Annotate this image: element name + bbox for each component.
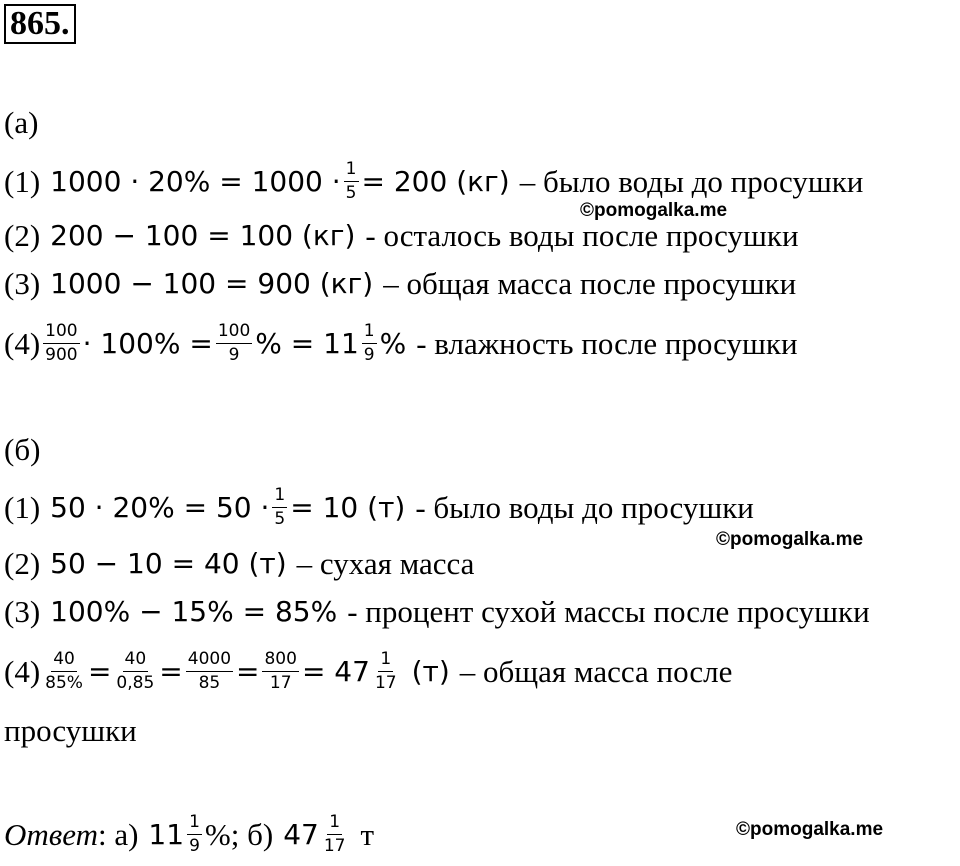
answer-b-whole: 47 bbox=[283, 817, 319, 851]
watermark-3: ©pomogalka.me bbox=[736, 819, 884, 840]
line-number: (1) bbox=[4, 489, 41, 525]
part-b-line-4 bbox=[4, 650, 732, 693]
explanation-text: – общая масса после bbox=[459, 653, 733, 689]
answer-separator: %; б) bbox=[204, 816, 274, 852]
fraction-denominator: 85 bbox=[198, 673, 221, 693]
part-a-label-text: (а) bbox=[4, 105, 39, 140]
math-expression: = 200 (кг) bbox=[361, 164, 510, 198]
math-expression: 200 − 100 = 100 (кг) bbox=[50, 219, 356, 252]
fraction-denominator: 5 bbox=[274, 509, 286, 529]
fraction-numerator: 100 bbox=[216, 322, 252, 344]
equals-sign: = bbox=[87, 654, 112, 688]
part-a-label bbox=[4, 104, 38, 142]
part-b-label-text: (б) bbox=[4, 432, 41, 467]
math-expression: 50 − 10 = 40 (т) bbox=[50, 547, 287, 580]
math-expression: = 47 bbox=[301, 654, 370, 688]
part-b-line-2 bbox=[4, 545, 474, 583]
part-b-label bbox=[4, 431, 40, 469]
fraction-numerator: 4000 bbox=[186, 650, 233, 672]
fraction-numerator: 40 bbox=[51, 650, 77, 672]
answer-line bbox=[4, 813, 374, 856]
line-number: (3) bbox=[4, 266, 41, 301]
unit: (т) bbox=[411, 654, 450, 688]
fraction bbox=[322, 813, 348, 856]
answer-label: Ответ bbox=[4, 816, 98, 852]
explanation-text: – общая масса после просушки bbox=[383, 266, 797, 301]
fraction-denominator: 5 bbox=[345, 183, 357, 203]
fraction-denominator: 17 bbox=[269, 673, 292, 693]
fraction-denominator: 900 bbox=[45, 345, 78, 365]
watermark-2: ©pomogalka.me bbox=[716, 529, 864, 550]
part-a-line-1 bbox=[4, 160, 863, 203]
math-expression: = 10 (т) bbox=[290, 490, 406, 524]
fraction-numerator: 1 bbox=[362, 322, 377, 344]
part-b-line-3 bbox=[4, 593, 870, 631]
fraction bbox=[216, 322, 252, 365]
explanation-text: – сухая масса bbox=[296, 546, 475, 581]
part-a-line-4 bbox=[4, 322, 798, 365]
math-expression: 1000 − 100 = 900 (кг) bbox=[50, 267, 374, 300]
explanation-text: - было воды до просушки bbox=[415, 489, 754, 525]
fraction bbox=[362, 322, 377, 365]
fraction bbox=[187, 813, 202, 856]
fraction bbox=[373, 650, 399, 693]
line-number: (1) bbox=[4, 163, 41, 199]
math-expression: 100% − 15% = 85% bbox=[50, 595, 338, 628]
fraction bbox=[114, 650, 156, 693]
fraction-denominator: 9 bbox=[228, 345, 240, 365]
fraction-numerator: 40 bbox=[123, 650, 149, 672]
fraction-numerator: 1 bbox=[272, 486, 287, 508]
fraction-denominator: 17 bbox=[374, 673, 397, 693]
answer-unit: т bbox=[360, 816, 375, 852]
math-expression: % = 11 bbox=[255, 326, 359, 360]
equals-sign: = bbox=[236, 654, 260, 688]
part-a-line-2 bbox=[4, 217, 799, 255]
line-number: (3) bbox=[4, 594, 41, 629]
fraction-denominator: 0,85 bbox=[116, 673, 155, 693]
part-b-line-1 bbox=[4, 486, 754, 529]
explanation-text: просушки bbox=[4, 713, 137, 748]
explanation-text: – было воды до просушки bbox=[519, 163, 864, 199]
problem-number: 865. bbox=[4, 4, 76, 44]
explanation-text: - процент сухой массы после просушки bbox=[347, 594, 870, 629]
fraction bbox=[262, 650, 298, 693]
line-number: (4) bbox=[4, 653, 41, 689]
answer-part-a-label: : а) bbox=[97, 816, 139, 852]
watermark-1: ©pomogalka.me bbox=[580, 200, 728, 221]
fraction bbox=[272, 486, 287, 529]
math-expression: 1000 · 20% = 1000 · bbox=[50, 164, 341, 198]
part-b-line-4-continued bbox=[4, 712, 137, 750]
part-a-line-3 bbox=[4, 265, 796, 303]
line-number: (4) bbox=[4, 325, 41, 361]
explanation-text: - влажность после просушки bbox=[416, 325, 798, 361]
answer-a-whole: 11 bbox=[148, 817, 185, 851]
explanation-text: - осталось воды после просушки bbox=[365, 218, 799, 253]
fraction bbox=[186, 650, 233, 693]
fraction-numerator: 1 bbox=[327, 813, 342, 835]
fraction bbox=[43, 322, 79, 365]
fraction bbox=[344, 160, 359, 203]
equals-sign: = bbox=[159, 654, 183, 688]
math-expression: 50 · 20% = 50 · bbox=[50, 490, 270, 524]
fraction-numerator: 800 bbox=[262, 650, 298, 672]
fraction-numerator: 1 bbox=[187, 813, 202, 835]
line-number: (2) bbox=[4, 218, 41, 253]
fraction-numerator: 100 bbox=[43, 322, 79, 344]
math-expression: % bbox=[379, 326, 407, 360]
fraction bbox=[43, 650, 85, 693]
math-expression: · 100% = bbox=[82, 326, 213, 360]
fraction-numerator: 1 bbox=[344, 160, 359, 182]
fraction-numerator: 1 bbox=[378, 650, 393, 672]
fraction-denominator: 85% bbox=[45, 673, 83, 693]
fraction-denominator: 17 bbox=[323, 836, 346, 856]
line-number: (2) bbox=[4, 546, 41, 581]
fraction-denominator: 9 bbox=[189, 836, 200, 856]
fraction-denominator: 9 bbox=[363, 345, 375, 365]
